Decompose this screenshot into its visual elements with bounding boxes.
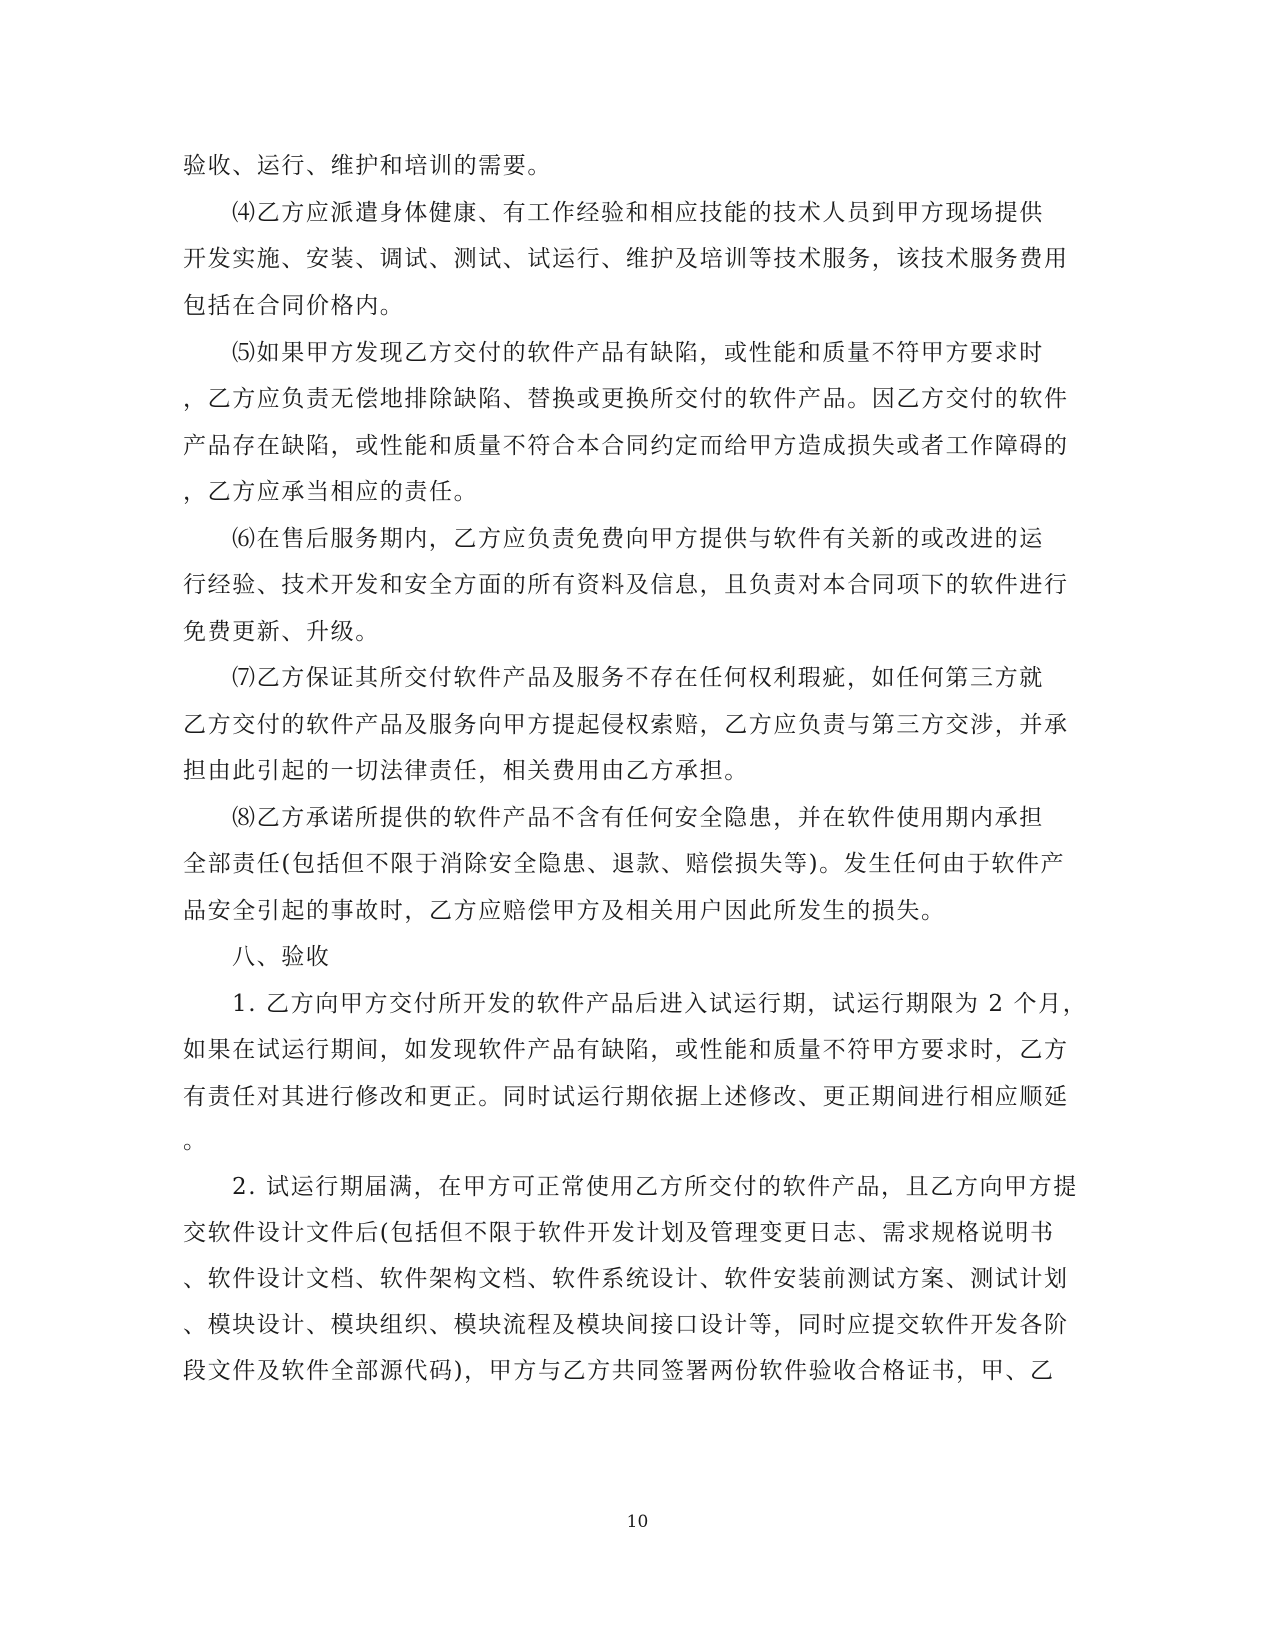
body-text-line: 、软件设计文档、软件架构文档、软件系统设计、软件安装前测试方案、测试计划 [183, 1266, 1069, 1292]
body-text-line: 全部责任(包括但不限于消除安全隐患、退款、赔偿损失等)。发生任何由于软件产 [183, 851, 1066, 877]
body-text-line: 有责任对其进行修改和更正。同时试运行期依据上述修改、更正期间进行相应顺延 [183, 1084, 1069, 1110]
body-text-line: 免费更新、升级。 [183, 619, 380, 645]
page-number: 10 [626, 1512, 649, 1532]
body-text-line: 2. 试运行期届满，在甲方可正常使用乙方所交付的软件产品，且乙方向甲方提 [232, 1174, 1078, 1200]
body-text-line: 开发实施、安装、调试、测试、试运行、维护及培训等技术服务，该技术服务费用 [183, 246, 1069, 272]
body-text-line: 担由此引起的一切法律责任，相关费用由乙方承担。 [183, 758, 749, 784]
body-text-line: ⑷乙方应派遣身体健康、有工作经验和相应技能的技术人员到甲方现场提供 [232, 200, 1044, 226]
body-text-line: 、模块设计、模块组织、模块流程及模块间接口设计等，同时应提交软件开发各阶 [183, 1312, 1069, 1338]
body-text-line: 。 [183, 1128, 208, 1154]
body-text-line: ⑹在售后服务期内，乙方应负责免费向甲方提供与软件有关新的或改进的运 [232, 526, 1044, 552]
body-text-line: ⑺乙方保证其所交付软件产品及服务不存在任何权利瑕疵，如任何第三方就 [232, 665, 1044, 691]
body-text-line: 行经验、技术开发和安全方面的所有资料及信息，且负责对本合同项下的软件进行 [183, 572, 1069, 598]
body-text-line: 品安全引起的事故时，乙方应赔偿甲方及相关用户因此所发生的损失。 [183, 898, 946, 924]
body-text-line: ⑻乙方承诺所提供的软件产品不含有任何安全隐患，并在软件使用期内承担 [232, 805, 1044, 831]
body-text-line: 如果在试运行期间，如发现软件产品有缺陷，或性能和质量不符甲方要求时，乙方 [183, 1037, 1069, 1063]
body-text-line: ，乙方应承当相应的责任。 [183, 479, 479, 505]
section-heading: 八、验收 [232, 944, 331, 970]
body-text-line: ，乙方应负责无偿地排除缺陷、替换或更换所交付的软件产品。因乙方交付的软件 [183, 386, 1069, 412]
body-text-line: 1. 乙方向甲方交付所开发的软件产品后进入试运行期，试运行期限为 2 个月， [232, 991, 1088, 1017]
body-text-line: 验收、运行、维护和培训的需要。 [183, 153, 552, 179]
body-text-line: ⑸如果甲方发现乙方交付的软件产品有缺陷，或性能和质量不符甲方要求时 [232, 340, 1044, 366]
body-text-line: 产品存在缺陷，或性能和质量不符合本合同约定而给甲方造成损失或者工作障碍的 [183, 433, 1069, 459]
body-text-line: 乙方交付的软件产品及服务向甲方提起侵权索赔，乙方应负责与第三方交涉，并承 [183, 712, 1069, 738]
body-text-line: 段文件及软件全部源代码)，甲方与乙方共同签署两份软件验收合格证书，甲、乙 [183, 1358, 1055, 1384]
body-text-line: 交软件设计文件后(包括但不限于软件开发计划及管理变更日志、需求规格说明书 [183, 1220, 1055, 1246]
body-text-line: 包括在合同价格内。 [183, 293, 405, 319]
